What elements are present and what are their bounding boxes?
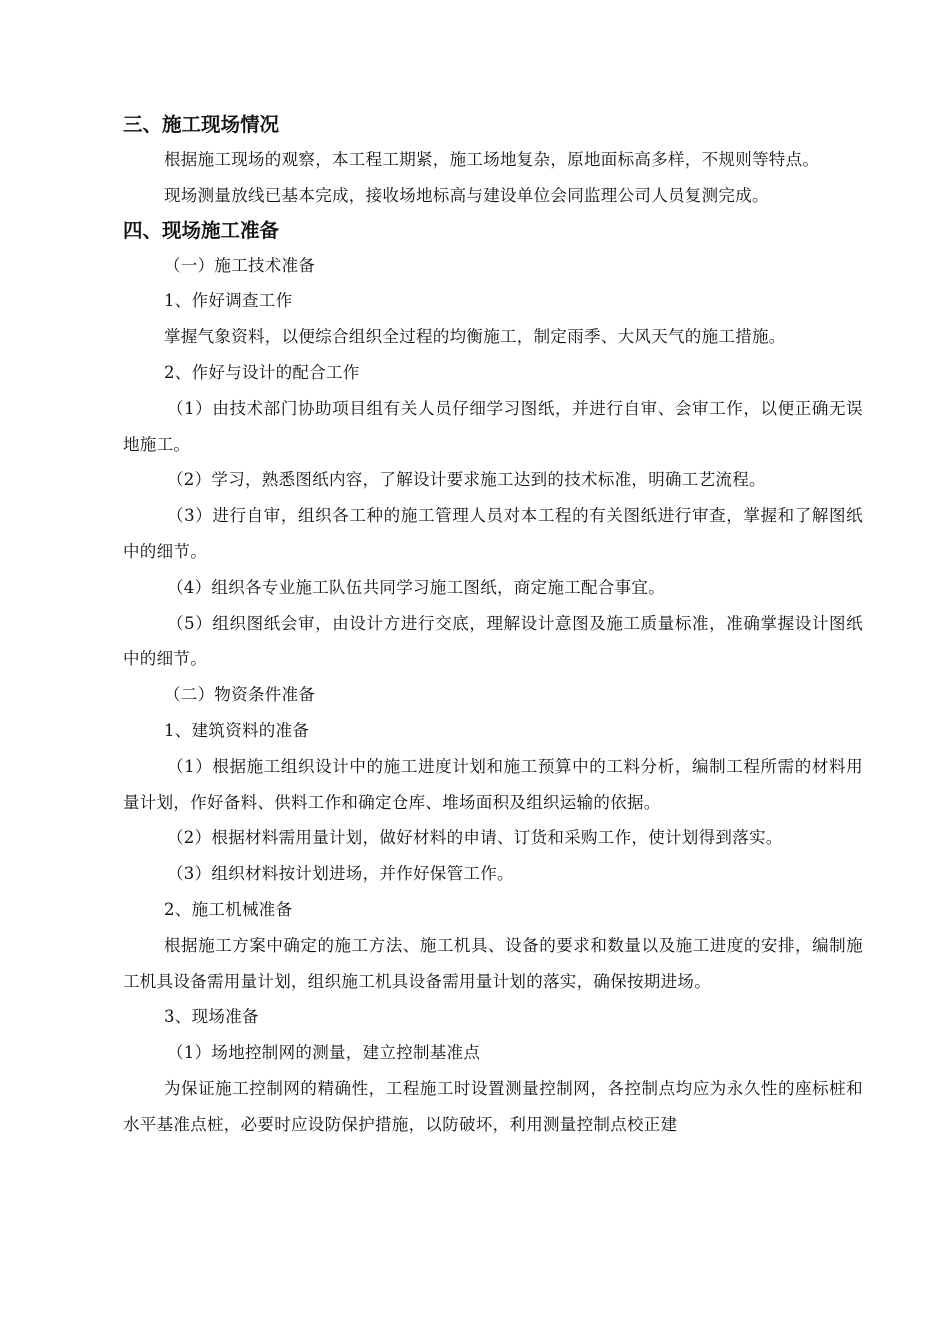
- survey-work-title: 1、作好调查工作: [164, 291, 293, 311]
- design-item-5: （5）组织图纸会审，由设计方进行交底，理解设计意图及施工质量标准，准确掌握设计图纸中的细节。: [123, 613, 863, 669]
- section-3-paragraph-1: 根据施工现场的观察，本工程工期紧，施工场地复杂，原地面标高多样，不规则等特点。: [164, 150, 820, 169]
- material-prep-title: （二）物资条件准备: [164, 685, 316, 705]
- section-4-heading: 四、现场施工准备: [123, 218, 280, 242]
- design-item-4: （4）组织各专业施工队伍共同学习施工图纸，商定施工配合事宜。: [167, 577, 665, 597]
- site-prep-item-1: （1）场地控制网的测量，建立控制基准点: [167, 1043, 481, 1063]
- machinery-prep-text: 根据施工方案中确定的施工方法、施工机具、设备的要求和数量以及施工进度的安排，编制施工机具设备需用量计划，组织施工机具设备需用量计划的落实，确保按期进场。: [123, 935, 863, 991]
- tech-prep-title: （一）施工技术准备: [164, 255, 316, 275]
- material-item-3: （3）组织材料按计划进场，并作好保管工作。: [167, 864, 514, 884]
- site-prep-title: 3、现场准备: [164, 1007, 259, 1027]
- document-body: [123, 108, 863, 1143]
- site-prep-text: 为保证施工控制网的精确性，工程施工时设置测量控制网，各控制点均应为永久性的座标桩和水平基准点桩，必要时应设防保护措施，以防破坏，利用测量控制点校正建: [123, 1078, 863, 1134]
- design-item-3: （3）进行自审，组织各工种的施工管理人员对本工程的有关图纸进行审查，掌握和了解图纸中的细节。: [123, 506, 863, 561]
- survey-work-text: 掌握气象资料，以便综合组织全过程的均衡施工，制定雨季、大风天气的施工措施。: [164, 327, 786, 347]
- design-item-1: （1）由技术部门协助项目组有关人员仔细学习图纸，并进行自审、会审工作，以便正确无误地施工。: [123, 398, 863, 454]
- material-item-2: （2）根据材料需用量计划，做好材料的申请、订货和采购工作，使计划得到落实。: [167, 828, 783, 848]
- building-materials-title: 1、建筑资料的准备: [164, 720, 310, 740]
- material-item-1: （1）根据施工组织设计中的施工进度计划和施工预算中的工料分析，编制工程所需的材料用量计划，作好备料、供料工作和确定仓库、堆场面积及组织运输的依据。: [123, 756, 863, 812]
- design-coordination-title: 2、作好与设计的配合工作: [164, 362, 360, 382]
- machinery-prep-title: 2、施工机械准备: [164, 899, 293, 919]
- design-item-2: （2）学习，熟悉图纸内容，了解设计要求施工达到的技术标准，明确工艺流程。: [167, 470, 766, 490]
- section-3-paragraph-2: 现场测量放线已基本完成，接收场地标高与建设单位会同监理公司人员复测完成。: [164, 185, 769, 205]
- section-3-heading: 三、施工现场情况: [123, 113, 280, 136]
